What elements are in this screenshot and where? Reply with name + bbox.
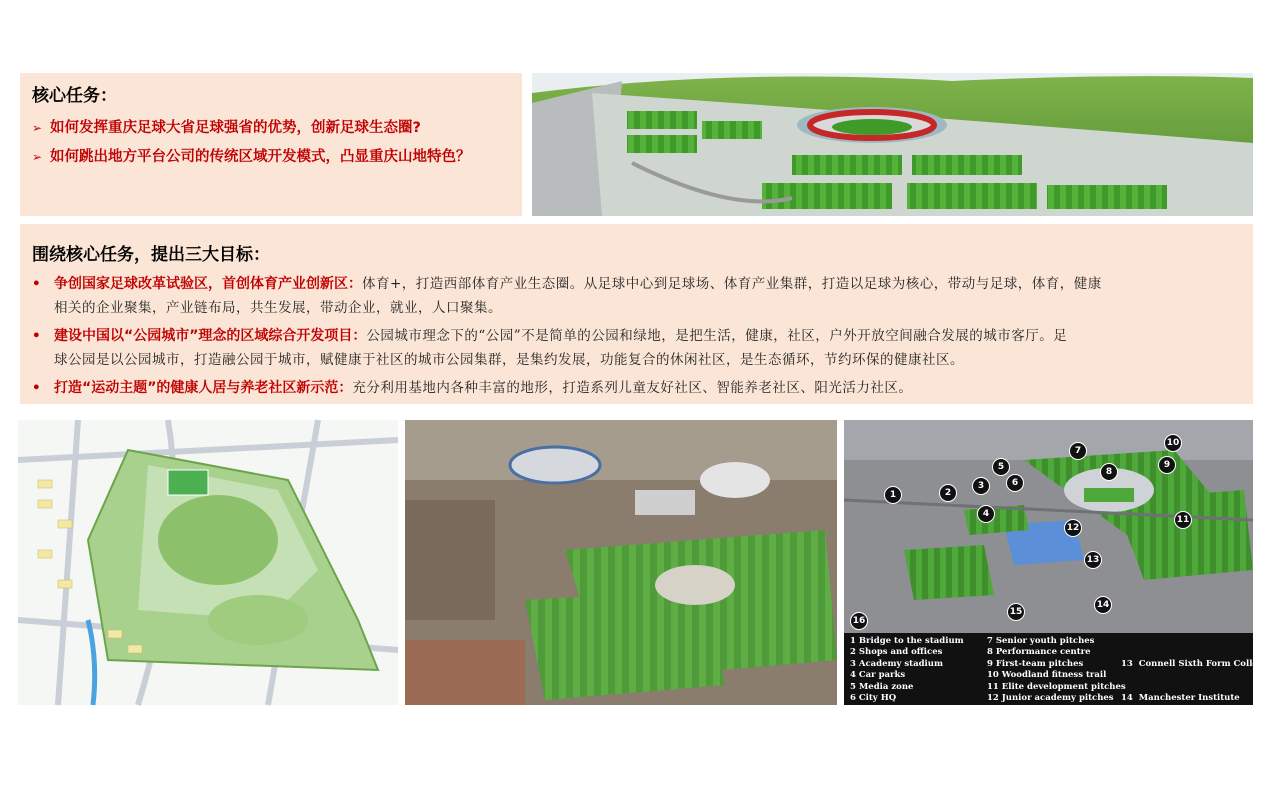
map-marker: 1 bbox=[884, 486, 902, 504]
map-marker: 16 bbox=[850, 612, 868, 630]
core-task-item: ➢ 如何跳出地方平台公司的传统区域开发模式，凸显重庆山地特色？ bbox=[32, 149, 471, 165]
map-marker: 13 bbox=[1084, 551, 1102, 569]
map-marker: 6 bbox=[1006, 474, 1024, 492]
legend-column: 1 Bridge to the stadium 2 Shops and offices 3 Academy stadium 4 Car parks 5 Media zone 6 City HQ bbox=[850, 636, 964, 704]
map-marker: 3 bbox=[972, 477, 990, 495]
arrow-bullet-icon: ➢ bbox=[32, 150, 43, 164]
map-marker: 11 bbox=[1174, 511, 1192, 529]
map-marker: 9 bbox=[1158, 456, 1176, 474]
goal-item: • 建设中国以“公园城市”理念的区域综合开发项目：公园城市理念下的“公园”不是简单的公园和绿地，是把生活，健康，社区，户外开放空间融合发展的城市客厅。足 球公园是以公园城市，打造融公园于城市，赋健康于社区的城市公园集群，是集约发展，功能复合的休闲社区，是生态循环，节约环保的健康社区。 bbox=[32, 324, 1245, 372]
goal-item: • 争创国家足球改革试验区，首创体育产业创新区：体育+，打造西部体育产业生态圈。从足球中心到足球场、体育产业集群，打造以足球为核心，带动与足球，体育，健康 相关的企业聚集，产业链布局，共生发展，带动企业，就业，人口聚集。 bbox=[32, 272, 1245, 320]
legend-column: 13 Connell Sixth Form College 14 Manchester Institute of Health & Performance 15 East Manchester Academy bbox=[1121, 658, 1270, 772]
core-tasks-heading: 核心任务： bbox=[32, 86, 117, 106]
goals-panel bbox=[20, 224, 1253, 404]
campus-legend bbox=[844, 633, 1270, 772]
map-marker: 4 bbox=[977, 505, 995, 523]
legend-column: 7 Senior youth pitches 8 Performance centre 9 First-team pitches 10 Woodland fitness trail 11 Elite development pitches 12 Junior academy pitches bbox=[987, 636, 1126, 704]
map-marker: 10 bbox=[1164, 434, 1182, 452]
map-marker: 15 bbox=[1007, 603, 1025, 621]
stadium-rendering-image bbox=[532, 73, 1253, 216]
map-marker: 2 bbox=[939, 484, 957, 502]
map-marker: 12 bbox=[1064, 519, 1082, 537]
aerial-campus-image bbox=[405, 420, 837, 705]
bullet-icon: • bbox=[32, 380, 41, 396]
map-marker: 8 bbox=[1100, 463, 1118, 481]
map-marker: 7 bbox=[1069, 442, 1087, 460]
campus-map-image bbox=[844, 420, 1270, 772]
goal-item: • 打造“运动主题”的健康人居与养老社区新示范：充分利用基地内各种丰富的地形，打造系列儿童友好社区、智能养老社区、阳光活力社区。 bbox=[32, 376, 1245, 400]
map-marker: 14 bbox=[1094, 596, 1112, 614]
core-task-item: ➢ 如何发挥重庆足球大省足球强省的优势，创新足球生态圈? bbox=[32, 120, 421, 136]
map-marker: 5 bbox=[992, 458, 1010, 476]
site-plan-image bbox=[18, 420, 398, 705]
arrow-bullet-icon: ➢ bbox=[32, 121, 43, 135]
bullet-icon: • bbox=[32, 328, 41, 344]
bullet-icon: • bbox=[32, 276, 41, 292]
core-tasks-panel bbox=[20, 73, 522, 216]
goals-heading: 围绕核心任务，提出三大目标： bbox=[32, 245, 270, 265]
